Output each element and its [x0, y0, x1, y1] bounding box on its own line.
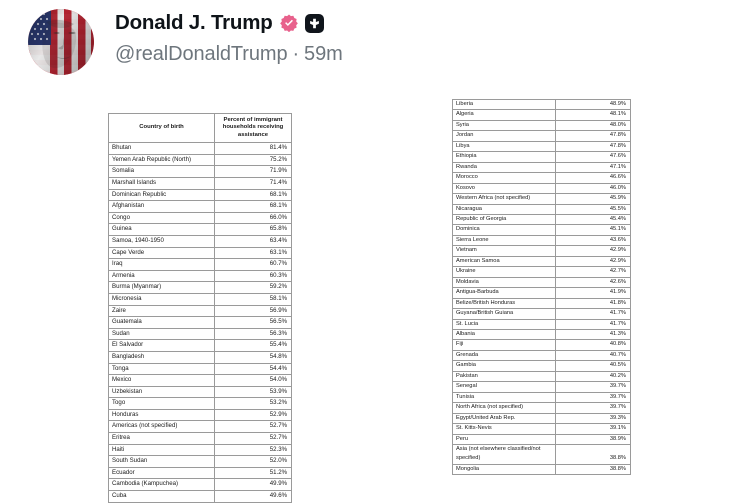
cell-percent: 47.1% — [556, 162, 631, 172]
table-row — [109, 189, 292, 201]
table-row — [453, 110, 631, 120]
cell-country: Burma (Myanmar) — [109, 282, 215, 294]
cell-country: Vietnam — [453, 246, 556, 256]
cell-percent: 54.4% — [215, 363, 292, 375]
cell-country: Ethiopia — [453, 152, 556, 162]
cell-percent: 39.7% — [556, 392, 631, 402]
cell-country: Micronesia — [109, 293, 215, 305]
cell-percent: 53.2% — [215, 398, 292, 410]
cell-percent: 63.1% — [215, 247, 292, 259]
cell-country: Togo — [109, 398, 215, 410]
table-row — [109, 317, 292, 329]
column-header-country: Country of birth — [109, 114, 215, 143]
affiliate-badge-icon[interactable] — [305, 14, 324, 33]
table-row — [453, 413, 631, 423]
cell-country: El Salvador — [109, 340, 215, 352]
cell-country: Liberia — [453, 100, 556, 110]
table-row — [453, 173, 631, 183]
cell-percent: 39.1% — [556, 424, 631, 434]
table-row — [109, 224, 292, 236]
cell-percent: 52.7% — [215, 433, 292, 445]
cell-country: Bangladesh — [109, 351, 215, 363]
cell-percent: 48.9% — [556, 100, 631, 110]
table-row — [453, 277, 631, 287]
table-row — [109, 433, 292, 445]
cell-country: Uzbekistan — [109, 386, 215, 398]
cell-percent: 65.8% — [215, 224, 292, 236]
table-row — [453, 403, 631, 413]
table-row — [109, 212, 292, 224]
cell-percent: 41.9% — [556, 288, 631, 298]
table-row — [453, 434, 631, 444]
cell-percent: 81.4% — [215, 143, 292, 155]
table-body-left — [109, 143, 292, 502]
name-row — [115, 10, 343, 36]
table-row — [109, 351, 292, 363]
cell-percent: 51.2% — [215, 467, 292, 479]
table-row — [109, 235, 292, 247]
cell-country: Dominican Republic — [109, 189, 215, 201]
identity-block — [115, 8, 343, 66]
cell-country: Gambia — [453, 361, 556, 371]
cell-country: Senegal — [453, 382, 556, 392]
cell-percent: 41.7% — [556, 319, 631, 329]
cell-country: Afghanistan — [109, 201, 215, 213]
cell-percent: 42.7% — [556, 267, 631, 277]
cell-country: Pakistan — [453, 371, 556, 381]
handle-row — [115, 42, 343, 66]
cell-country: Cambodia (Kampuchea) — [109, 479, 215, 491]
cell-percent: 52.9% — [215, 409, 292, 421]
cell-percent: 45.1% — [556, 225, 631, 235]
cell-percent: 42.9% — [556, 246, 631, 256]
cell-percent: 40.8% — [556, 340, 631, 350]
cell-percent: 59.2% — [215, 282, 292, 294]
cell-percent: 40.5% — [556, 361, 631, 371]
cell-country: American Samoa — [453, 256, 556, 266]
cell-percent: 45.4% — [556, 214, 631, 224]
cell-country: Haiti — [109, 444, 215, 456]
cell-percent: 40.7% — [556, 350, 631, 360]
display-name[interactable]: Donald J. Trump — [115, 11, 273, 34]
cell-percent: 48.1% — [556, 110, 631, 120]
table-row — [109, 282, 292, 294]
table-row — [109, 166, 292, 178]
cell-country: Peru — [453, 434, 556, 444]
cell-percent: 47.8% — [556, 131, 631, 141]
cell-percent: 56.9% — [215, 305, 292, 317]
cell-percent: 66.0% — [215, 212, 292, 224]
cell-country: Morocco — [453, 173, 556, 183]
table-header-left — [109, 114, 292, 143]
cell-country: Tonga — [109, 363, 215, 375]
table-row — [453, 141, 631, 151]
cell-percent: 68.1% — [215, 201, 292, 213]
cell-percent: 47.6% — [556, 152, 631, 162]
cell-country: Americas (not specified) — [109, 421, 215, 433]
cell-country: Kosovo — [453, 183, 556, 193]
column-header-percent: Percent of immigrant households receiving assistance — [215, 114, 292, 143]
immigrant-assistance-table-left — [108, 113, 291, 503]
cell-country: Guatemala — [109, 317, 215, 329]
table-row — [109, 398, 292, 410]
table-row — [453, 204, 631, 214]
cell-country: Sierra Leone — [453, 235, 556, 245]
table-row — [109, 270, 292, 282]
table-row — [109, 154, 292, 166]
avatar[interactable] — [28, 9, 94, 75]
table-row — [453, 424, 631, 434]
cell-percent: 46.6% — [556, 173, 631, 183]
cell-country: South Sudan — [109, 456, 215, 468]
handle[interactable]: @realDonaldTrump — [115, 43, 288, 65]
cell-country: Dominica — [453, 225, 556, 235]
cell-country: Western Africa (not specified) — [453, 194, 556, 204]
cell-country: Tunisia — [453, 392, 556, 402]
table-row — [453, 350, 631, 360]
handle-separator: · — [292, 43, 300, 65]
table-row — [453, 120, 631, 130]
cell-percent: 55.4% — [215, 340, 292, 352]
cell-percent: 56.5% — [215, 317, 292, 329]
cell-percent: 42.6% — [556, 277, 631, 287]
cell-country: Egypt/United Arab Rep. — [453, 413, 556, 423]
cell-percent: 38.8% — [556, 444, 631, 464]
table-row — [109, 305, 292, 317]
cell-country: Eritrea — [109, 433, 215, 445]
table-row — [109, 491, 292, 503]
cell-percent: 48.0% — [556, 120, 631, 130]
cell-country: Samoa, 1940-1950 — [109, 235, 215, 247]
cell-country: Nicaragua — [453, 204, 556, 214]
table-row — [109, 456, 292, 468]
cell-percent: 39.3% — [556, 413, 631, 423]
cell-country: Yemen Arab Republic (North) — [109, 154, 215, 166]
cell-percent: 42.9% — [556, 256, 631, 266]
cell-percent: 52.0% — [215, 456, 292, 468]
cell-percent: 53.9% — [215, 386, 292, 398]
timestamp[interactable]: 59m — [304, 43, 343, 65]
cell-percent: 41.3% — [556, 329, 631, 339]
table-row — [453, 288, 631, 298]
verified-badge-icon[interactable] — [280, 14, 298, 32]
table-row — [453, 267, 631, 277]
table-row — [109, 421, 292, 433]
cell-country: St. Lucia — [453, 319, 556, 329]
table-row — [109, 328, 292, 340]
table-row — [453, 309, 631, 319]
cell-percent: 58.1% — [215, 293, 292, 305]
table-row — [453, 235, 631, 245]
cell-percent: 49.9% — [215, 479, 292, 491]
table-row — [453, 361, 631, 371]
cell-country: Fiji — [453, 340, 556, 350]
tweet-header — [0, 0, 730, 92]
cell-percent: 52.3% — [215, 444, 292, 456]
cell-percent: 39.7% — [556, 382, 631, 392]
table-row — [109, 375, 292, 387]
table-row — [453, 444, 631, 464]
cell-country: Syria — [453, 120, 556, 130]
cell-country: Mexico — [109, 375, 215, 387]
cell-percent: 75.2% — [215, 154, 292, 166]
cell-percent: 54.0% — [215, 375, 292, 387]
table-row — [109, 444, 292, 456]
table-row — [109, 467, 292, 479]
cell-country: North Africa (not specified) — [453, 403, 556, 413]
table-row — [453, 319, 631, 329]
cell-country: Bhutan — [109, 143, 215, 155]
cell-country: Armenia — [109, 270, 215, 282]
table-row — [109, 340, 292, 352]
table-row — [109, 363, 292, 375]
table-body-right — [453, 100, 631, 475]
cell-percent: 45.9% — [556, 194, 631, 204]
table-row — [453, 246, 631, 256]
cell-country: Mongolia — [453, 464, 556, 474]
table-header-row — [109, 114, 292, 143]
cell-country: Algeria — [453, 110, 556, 120]
table-row — [453, 329, 631, 339]
table-row — [453, 371, 631, 381]
cell-country: Honduras — [109, 409, 215, 421]
cell-percent: 40.2% — [556, 371, 631, 381]
table-row — [109, 247, 292, 259]
table-row — [453, 162, 631, 172]
table-row — [109, 479, 292, 491]
table-row — [453, 131, 631, 141]
table-row — [453, 256, 631, 266]
cell-country: Ukraine — [453, 267, 556, 277]
cell-country: Guinea — [109, 224, 215, 236]
cell-percent: 49.6% — [215, 491, 292, 503]
cell-country: Belize/British Honduras — [453, 298, 556, 308]
cell-percent: 52.7% — [215, 421, 292, 433]
cell-country: Grenada — [453, 350, 556, 360]
cell-country: Somalia — [109, 166, 215, 178]
cell-country: Rwanda — [453, 162, 556, 172]
cell-percent: 46.0% — [556, 183, 631, 193]
cell-percent: 54.8% — [215, 351, 292, 363]
table-row — [453, 298, 631, 308]
cell-country: Albania — [453, 329, 556, 339]
cell-country: St. Kitts-Nevis — [453, 424, 556, 434]
cell-percent: 45.5% — [556, 204, 631, 214]
cell-percent: 39.7% — [556, 403, 631, 413]
table-row — [453, 152, 631, 162]
cell-percent: 63.4% — [215, 235, 292, 247]
cell-country: Libya — [453, 141, 556, 151]
cell-percent: 71.9% — [215, 166, 292, 178]
cell-percent: 60.3% — [215, 270, 292, 282]
table-row — [109, 201, 292, 213]
cell-country: Antigua-Barbuda — [453, 288, 556, 298]
cell-country: Ecuador — [109, 467, 215, 479]
table-row — [109, 178, 292, 190]
table-row — [453, 392, 631, 402]
cell-percent: 71.4% — [215, 178, 292, 190]
cell-percent: 68.1% — [215, 189, 292, 201]
table-row — [453, 214, 631, 224]
cell-percent: 41.8% — [556, 298, 631, 308]
cell-country: Cuba — [109, 491, 215, 503]
table-row — [453, 340, 631, 350]
cell-percent: 38.9% — [556, 434, 631, 444]
table-row — [453, 183, 631, 193]
table-row — [109, 409, 292, 421]
table-row — [109, 259, 292, 271]
table-row — [109, 386, 292, 398]
cell-country: Guyana/British Guiana — [453, 309, 556, 319]
cell-percent: 60.7% — [215, 259, 292, 271]
cell-percent: 47.8% — [556, 141, 631, 151]
table-row — [453, 194, 631, 204]
cell-country: Congo — [109, 212, 215, 224]
table-row — [453, 100, 631, 110]
cell-country: Zaire — [109, 305, 215, 317]
table-row — [109, 143, 292, 155]
cell-percent: 38.8% — [556, 464, 631, 474]
cell-country: Cape Verde — [109, 247, 215, 259]
cell-country: Iraq — [109, 259, 215, 271]
cell-country: Asia (not elsewhere classified/not specified) — [453, 444, 556, 464]
cell-country: Jordan — [453, 131, 556, 141]
cell-country: Sudan — [109, 328, 215, 340]
cell-country: Republic of Georgia — [453, 214, 556, 224]
immigrant-assistance-table-right — [452, 99, 630, 475]
table-row — [453, 225, 631, 235]
table-row — [453, 464, 631, 474]
cell-percent: 43.6% — [556, 235, 631, 245]
cell-percent: 41.7% — [556, 309, 631, 319]
cell-country: Marshall Islands — [109, 178, 215, 190]
table-row — [109, 293, 292, 305]
cell-percent: 56.3% — [215, 328, 292, 340]
cell-country: Moldavia — [453, 277, 556, 287]
table-row — [453, 382, 631, 392]
